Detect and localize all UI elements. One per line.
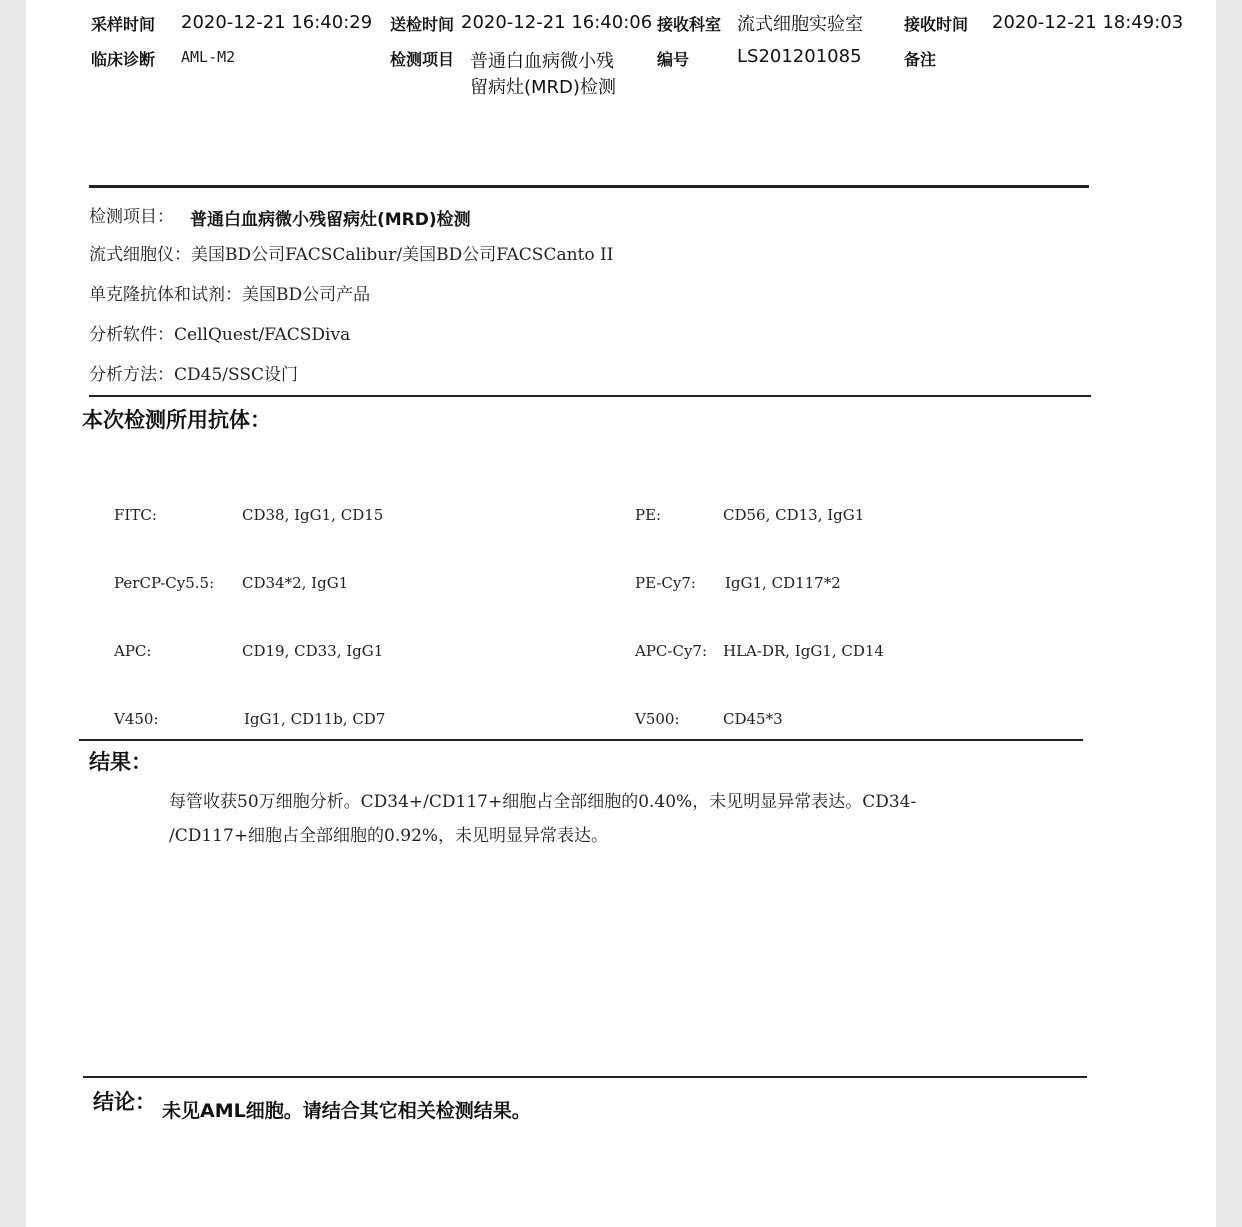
antibody-value: CD34*2, IgG1 (242, 574, 349, 592)
antibody-label: FITC: (114, 506, 157, 524)
send-time-label: 送检时间 (390, 15, 455, 34)
conclusion-text: 未见AML细胞。请结合其它相关检测结果。 (162, 1100, 531, 1122)
method-software: 分析软件：CellQuest/FACSDiva (89, 325, 351, 345)
antibody-value: CD38, IgG1, CD15 (242, 506, 384, 524)
number-label: 编号 (657, 50, 690, 69)
antibodies-title: 本次检测所用抗体： (82, 408, 271, 432)
antibodies-divider (79, 739, 1083, 741)
result-title: 结果： (89, 750, 152, 774)
report-page (26, 0, 1216, 1227)
antibody-value: CD45*3 (723, 710, 783, 728)
number-value: LS201201085 (737, 46, 862, 67)
antibody-label: APC-Cy7: (635, 642, 708, 660)
conclusion-title: 结论： (93, 1090, 156, 1114)
antibody-label: APC: (114, 642, 152, 660)
sample-time-label: 采样时间 (91, 15, 156, 34)
antibody-label: PE: (635, 506, 662, 524)
receive-time-label: 接收时间 (904, 15, 969, 34)
method-divider (89, 395, 1091, 397)
method-reagents: 单克隆抗体和试剂：美国BD公司产品 (89, 285, 371, 305)
remark-label: 备注 (904, 50, 937, 69)
result-line-1: 每管收获50万细胞分析。CD34+/CD117+细胞占全部细胞的0.40%，未见明显异常表达。CD34- (169, 792, 917, 812)
antibody-value: CD19, CD33, IgG1 (242, 642, 384, 660)
test-item-label: 检测项目 (390, 50, 455, 69)
test-item-value-line2: 留病灶(MRD)检测 (470, 77, 616, 98)
antibody-label: PerCP-Cy5.5: (114, 574, 215, 592)
method-analysis: 分析方法：CD45/SSC设门 (89, 365, 298, 385)
antibody-value: CD56, CD13, IgG1 (723, 506, 865, 524)
sample-time-value: 2020-12-21 16:40:29 (181, 12, 373, 33)
antibody-label: V450: (114, 710, 159, 728)
diagnosis-value: AML-M2 (181, 48, 236, 66)
antibody-label: PE-Cy7: (635, 574, 696, 592)
diagnosis-label: 临床诊断 (91, 50, 156, 69)
receive-dept-label: 接收科室 (657, 15, 722, 34)
receive-time-value: 2020-12-21 18:49:03 (992, 12, 1184, 33)
receive-dept-value: 流式细胞实验室 (737, 14, 863, 35)
send-time-value: 2020-12-21 16:40:06 (461, 12, 653, 33)
antibody-label: V500: (635, 710, 680, 728)
method-item-value: 普通白血病微小残留病灶(MRD)检测 (190, 210, 471, 230)
header-divider (89, 185, 1089, 188)
antibody-value: HLA-DR, IgG1, CD14 (723, 642, 884, 660)
result-divider (83, 1076, 1087, 1078)
method-cytometer: 流式细胞仪：美国BD公司FACSCalibur/美国BD公司FACSCanto II (89, 245, 614, 265)
antibody-value: IgG1, CD11b, CD7 (244, 710, 386, 728)
test-item-value-line1: 普通白血病微小残 (470, 51, 614, 72)
method-item-label: 检测项目： (89, 207, 174, 227)
antibody-value: IgG1, CD117*2 (725, 574, 841, 592)
result-line-2: /CD117+细胞占全部细胞的0.92%，未见明显异常表达。 (169, 826, 609, 846)
